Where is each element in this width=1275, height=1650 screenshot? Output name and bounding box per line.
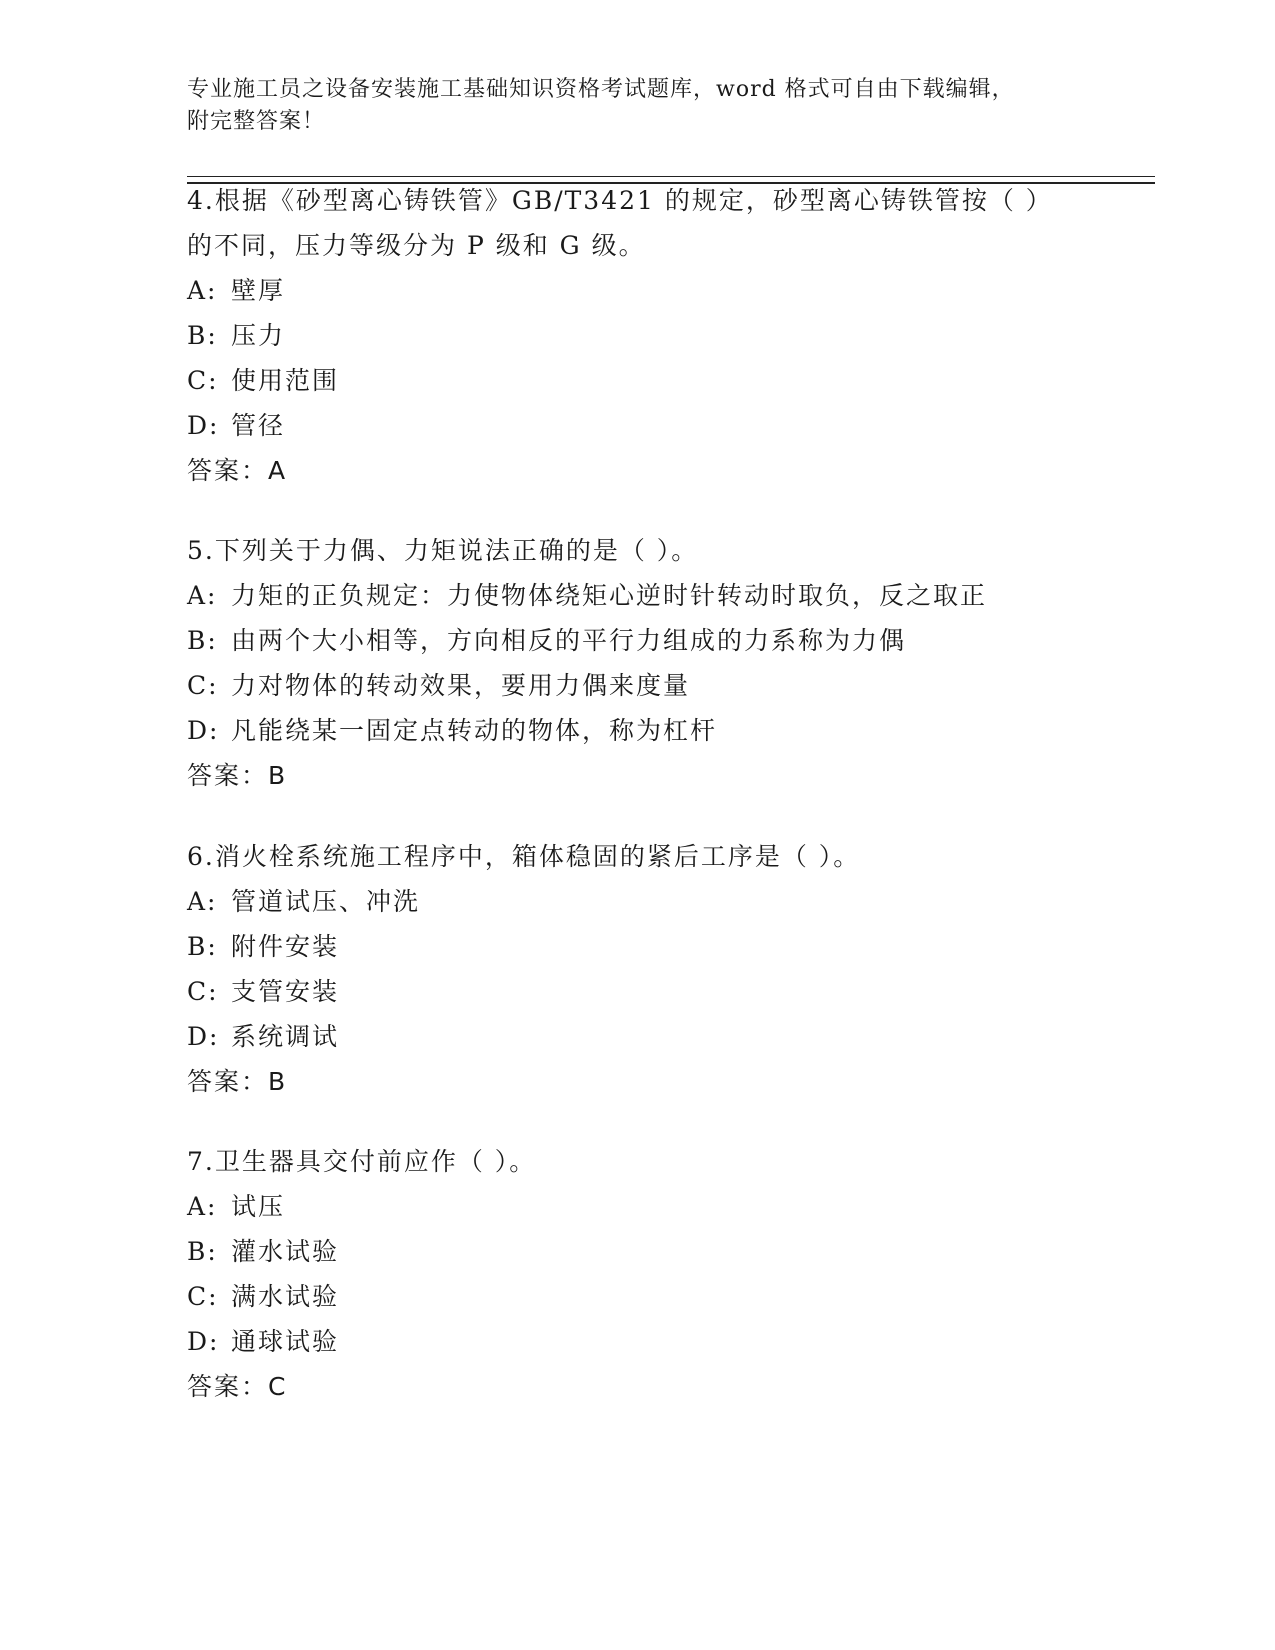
answer-value: A — [268, 456, 288, 485]
option-letter: D: — [187, 411, 220, 440]
option-d — [187, 1319, 1187, 1364]
option-a — [187, 879, 1187, 924]
option-b — [187, 924, 1187, 969]
option-letter: C: — [187, 671, 219, 700]
option-text: 灌水试验 — [231, 1237, 340, 1266]
option-text: 压力 — [231, 321, 286, 350]
answer-value: C — [268, 1372, 288, 1401]
option-letter: B: — [187, 321, 218, 350]
option-text: 管道试压、冲洗 — [231, 887, 421, 916]
question-stem-line: 7.卫生器具交付前应作（ ）。 — [187, 1147, 537, 1176]
header-line-2: 附完整答案！ — [187, 109, 326, 134]
option-text: 力对物体的转动效果，要用力偶来度量 — [231, 671, 691, 700]
option-letter: D: — [187, 1327, 220, 1356]
option-letter: D: — [187, 1022, 220, 1051]
question-6 — [187, 834, 1187, 1104]
option-a — [187, 1184, 1187, 1229]
option-letter: B: — [187, 1237, 218, 1266]
option-letter: C: — [187, 366, 219, 395]
answer-value: B — [268, 761, 288, 790]
option-letter: A: — [187, 276, 218, 305]
option-c — [187, 1274, 1187, 1319]
option-text: 试压 — [231, 1192, 286, 1221]
option-text: 通球试验 — [231, 1327, 340, 1356]
option-letter: C: — [187, 1282, 219, 1311]
document-header — [187, 74, 1077, 138]
option-text: 由两个大小相等，方向相反的平行力组成的力系称为力偶 — [231, 626, 907, 655]
option-b — [187, 313, 1187, 358]
option-letter: A: — [187, 1192, 218, 1221]
question-stem-line: 5.下列关于力偶、力矩说法正确的是（ ）。 — [187, 536, 699, 565]
option-letter: D: — [187, 716, 220, 745]
answer-line — [187, 1364, 1187, 1409]
answer-label: 答案： — [187, 456, 269, 485]
question-7 — [187, 1139, 1187, 1409]
answer-line — [187, 753, 1187, 798]
question-5 — [187, 528, 1187, 798]
option-text: 凡能绕某一固定点转动的物体，称为杠杆 — [231, 716, 718, 745]
answer-line — [187, 1059, 1187, 1104]
header-line-1: 专业施工员之设备安装施工基础知识资格考试题库，word 格式可自由下载编辑， — [187, 77, 1015, 102]
option-b — [187, 618, 1187, 663]
option-c — [187, 663, 1187, 708]
option-letter: A: — [187, 581, 218, 610]
option-text: 管径 — [231, 411, 286, 440]
option-c — [187, 358, 1187, 403]
option-letter: B: — [187, 626, 218, 655]
option-d — [187, 1014, 1187, 1059]
option-letter: A: — [187, 887, 218, 916]
option-letter: B: — [187, 932, 218, 961]
answer-value: B — [268, 1067, 288, 1096]
option-a — [187, 268, 1187, 313]
option-text: 使用范围 — [231, 366, 340, 395]
option-d — [187, 708, 1187, 753]
answer-line — [187, 448, 1187, 493]
option-text: 附件安装 — [231, 932, 340, 961]
option-letter: C: — [187, 977, 219, 1006]
option-text: 壁厚 — [231, 276, 286, 305]
question-stem-line: 的不同，压力等级分为 P 级和 G 级。 — [187, 231, 646, 260]
answer-label: 答案： — [187, 1372, 269, 1401]
answer-label: 答案： — [187, 1067, 269, 1096]
question-4 — [187, 178, 1187, 493]
option-c — [187, 969, 1187, 1014]
option-text: 系统调试 — [231, 1022, 340, 1051]
option-d — [187, 403, 1187, 448]
option-b — [187, 1229, 1187, 1274]
question-stem-line: 6.消火栓系统施工程序中，箱体稳固的紧后工序是（ ）。 — [187, 842, 861, 871]
option-a — [187, 573, 1187, 618]
option-text: 支管安装 — [231, 977, 340, 1006]
option-text: 力矩的正负规定：力使物体绕矩心逆时针转动时取负，反之取正 — [231, 581, 988, 610]
option-text: 满水试验 — [231, 1282, 340, 1311]
answer-label: 答案： — [187, 761, 269, 790]
question-stem-line: 4.根据《砂型离心铸铁管》GB/T3421 的规定，砂型离心铸铁管按（ ） — [187, 186, 1053, 215]
